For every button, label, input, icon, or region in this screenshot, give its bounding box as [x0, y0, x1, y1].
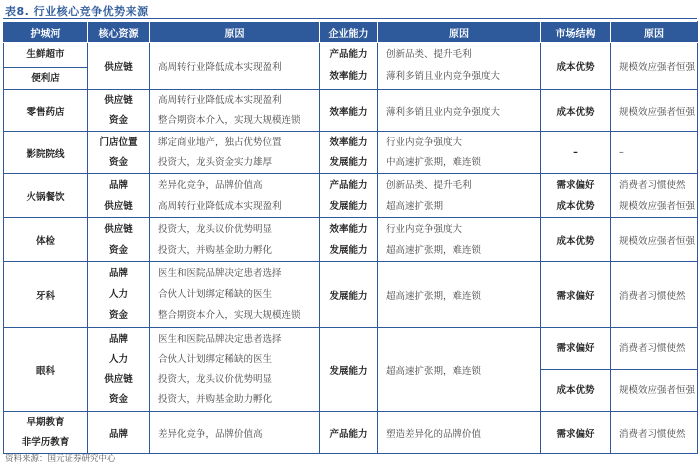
reason-cell: 规模效应强者恒强: [611, 218, 698, 262]
industry-cell: 零售药店: [4, 90, 88, 132]
header-capability: 企业能力: [320, 22, 378, 43]
resource-cell: 供应链: [88, 43, 150, 90]
resource-cell: 品牌: [88, 412, 150, 454]
competitive-advantage-table: [3, 21, 698, 454]
reason-cell: 消费者习惯使然: [611, 262, 698, 328]
header-reason-3: 原因: [611, 22, 698, 43]
reason-cell: 绑定商业地产，独占优势位置 投资大，龙头资金实力雄厚: [150, 132, 320, 174]
industry-cell: 牙科: [4, 262, 88, 328]
capability-cell: 效率能力: [320, 90, 378, 132]
table-title: 表8. 行业核心竞争优势来源: [5, 5, 149, 18]
capability-cell: 发展能力: [320, 328, 378, 412]
market-cell: 成本优势: [541, 218, 611, 262]
reason-cell: 差异化竞争，品牌价值高: [150, 412, 320, 454]
industry-cell: 早期教育 非学历教育: [4, 412, 88, 454]
capability-cell: 产品能力: [320, 412, 378, 454]
reason-cell: 行业内竞争强度大 超高速扩张期，难连锁: [378, 218, 541, 262]
reason-cell: 高周转行业降低成本实现盈利: [150, 43, 320, 90]
reason-cell: 消费者习惯使然 规模效应强者恒强: [611, 174, 698, 218]
reason-cell: 行业内竞争强度大 中高速扩张期，难连锁: [378, 132, 541, 174]
header-market-structure: 市场结构: [541, 22, 611, 43]
resource-cell: 供应链 资金: [88, 90, 150, 132]
reason-cell: 高周转行业降低成本实现盈利 整合期资本介入，实现大规模连锁: [150, 90, 320, 132]
reason-cell: 创新品类、提升毛利 超高速扩张期: [378, 174, 541, 218]
reason-cell: –: [611, 132, 698, 174]
table-title-bar: [3, 3, 697, 19]
reason-cell: 规模效应强者恒强: [611, 90, 698, 132]
market-cell: 成本优势: [541, 90, 611, 132]
header-core-resource: 核心资源: [88, 22, 150, 43]
industry-cell: 眼科: [4, 328, 88, 412]
resource-cell: 供应链 资金: [88, 218, 150, 262]
resource-cell: 门店位置 资金: [88, 132, 150, 174]
table-row: [4, 262, 698, 328]
market-cell: –: [541, 132, 611, 174]
reason-cell: 投资大，龙头议价优势明显 投资大，并购基金助力孵化: [150, 218, 320, 262]
capability-cell: 效率能力 发展能力: [320, 218, 378, 262]
table-row: [4, 328, 698, 412]
market-cell: 需求偏好: [541, 412, 611, 454]
market-cell: 成本优势: [541, 43, 611, 90]
reason-cell: 医生和医院品牌决定患者选择 合伙人计划绑定稀缺的医生 整合期资本介入，实现大规模连锁: [150, 262, 320, 328]
market-cell: 需求偏好 成本优势: [541, 328, 611, 412]
header-reason-1: 原因: [150, 22, 320, 43]
reason-cell: 差异化竞争，品牌价值高 高周转行业降低成本实现盈利: [150, 174, 320, 218]
resource-cell: 品牌 人力 供应链 资金: [88, 328, 150, 412]
table-row: [4, 43, 698, 90]
reason-cell: 薄利多销且业内竞争强度大: [378, 90, 541, 132]
capability-cell: 产品能力 发展能力: [320, 174, 378, 218]
header-reason-2: 原因: [378, 22, 541, 43]
reason-cell: 医生和医院品牌决定患者选择 合伙人计划绑定稀缺的医生 投资大，龙头议价优势明显 投资大，并购基金助力孵化: [150, 328, 320, 412]
capability-cell: 效率能力 发展能力: [320, 132, 378, 174]
reason-cell: 超高速扩张期，难连锁: [378, 262, 541, 328]
market-cell: 需求偏好: [541, 262, 611, 328]
reason-cell: 消费者习惯使然 规模效应强者恒强: [611, 328, 698, 412]
industry-cell: 火锅餐饮: [4, 174, 88, 218]
industry-cell: 生鲜超市 便利店: [4, 43, 88, 90]
table-row: [4, 218, 698, 262]
table-row: [4, 90, 698, 132]
market-cell: 需求偏好 成本优势: [541, 174, 611, 218]
capability-cell: 产品能力 效率能力: [320, 43, 378, 90]
header-moat: 护城河: [4, 22, 88, 43]
capability-cell: 发展能力: [320, 262, 378, 328]
industry-cell: 影院院线: [4, 132, 88, 174]
table-row: [4, 412, 698, 454]
industry-cell: 体检: [4, 218, 88, 262]
source-note: 资料来源：国元证券研究中心: [5, 454, 116, 464]
reason-cell: 消费者习惯使然: [611, 412, 698, 454]
reason-cell: 塑造差异化的品牌价值: [378, 412, 541, 454]
table-row: [4, 132, 698, 174]
reason-cell: 创新品类、提升毛利 薄利多销且业内竞争强度大: [378, 43, 541, 90]
reason-cell: 规模效应强者恒强: [611, 43, 698, 90]
resource-cell: 品牌 人力 资金: [88, 262, 150, 328]
resource-cell: 品牌 供应链: [88, 174, 150, 218]
table-row: [4, 174, 698, 218]
reason-cell: 超高速扩张期，难连锁: [378, 328, 541, 412]
header-row: [4, 22, 698, 43]
